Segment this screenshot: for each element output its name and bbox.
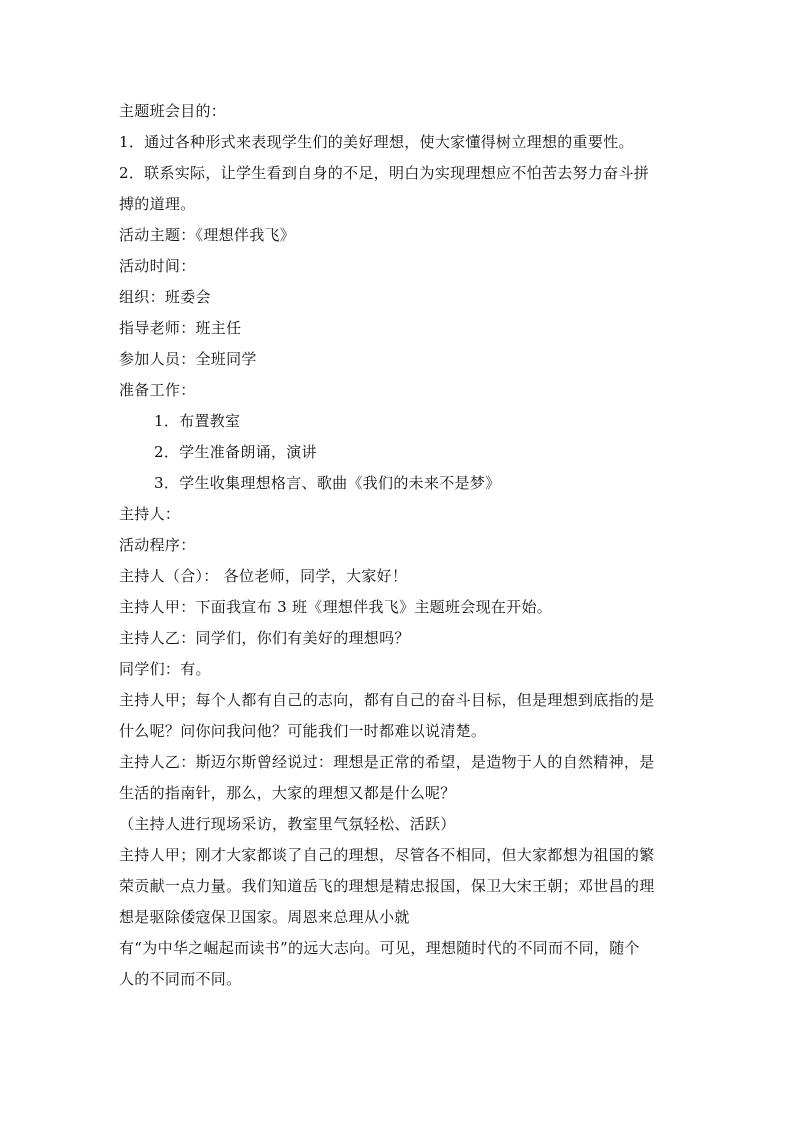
text-line: 主持人乙：同学们，你们有美好的理想吗？ — [119, 629, 410, 647]
text-line: 指导老师：班主任 — [119, 319, 242, 337]
text-line: 活动主题：《理想伴我飞》 — [119, 226, 296, 244]
text-line: 主持人甲；刚才大家都谈了自己的理想，尽管各不相同，但大家都想为祖国的繁 — [119, 846, 655, 864]
text-line: 主持人： — [119, 505, 181, 523]
list-item: 2．学生准备朗诵，演讲 — [154, 443, 317, 461]
text-line: 2．联系实际，让学生看到自身的不足，明白为实现理想应不怕苦去努力奋斗拼 — [119, 164, 650, 182]
text-line: 想是驱除倭寇保卫国家。周恩来总理从小就 — [119, 908, 410, 926]
text-line: 组织：班委会 — [119, 288, 211, 306]
text-line: 生活的指南针，那么，大家的理想又都是什么呢？ — [119, 784, 456, 802]
text-line: 主持人甲：下面我宣布 3 班《理想伴我飞》主题班会现在开始。 — [119, 598, 553, 616]
text-line: 什么呢？问你问我问他？可能我们一时都难以说清楚。 — [119, 722, 487, 740]
document-body — [119, 96, 679, 995]
text-line: 主持人（合）： 各位老师，同学，大家好！ — [119, 567, 408, 585]
text-line: 活动程序： — [119, 536, 196, 554]
text-line: 主持人乙：斯迈尔斯曾经说过：理想是正常的希望，是造物于人的自然精神，是 — [119, 753, 655, 771]
text-line: 准备工作： — [119, 381, 196, 399]
text-line: 主持人甲；每个人都有自己的志向，都有自己的奋斗目标，但是理想到底指的是 — [119, 691, 655, 709]
text-line: 荣贡献一点力量。我们知道岳飞的理想是精忠报国，保卫大宋王朝；邓世昌的理 — [119, 877, 655, 895]
text-line: 同学们：有。 — [119, 660, 211, 678]
text-line: （主持人进行现场采访，教室里气氛轻松、活跃） — [119, 815, 456, 833]
text-line: 1．通过各种形式来表现学生们的美好理想，使大家懂得树立理想的重要性。 — [119, 133, 634, 151]
text-line: 活动时间： — [119, 257, 196, 275]
list-item: 1．布置教室 — [154, 412, 241, 430]
text-line: 搏的道理。 — [119, 195, 196, 213]
text-line: 有“为中华之崛起而读书”的远大志向。可见，理想随时代的不同而不同，随个 — [119, 939, 640, 957]
text-line: 人的不同而不同。 — [119, 970, 242, 988]
text-line: 主题班会目的： — [119, 102, 227, 120]
text-line: 参加人员：全班同学 — [119, 350, 257, 368]
list-item: 3．学生收集理想格言、歌曲《我们的未来不是梦》 — [154, 474, 501, 492]
